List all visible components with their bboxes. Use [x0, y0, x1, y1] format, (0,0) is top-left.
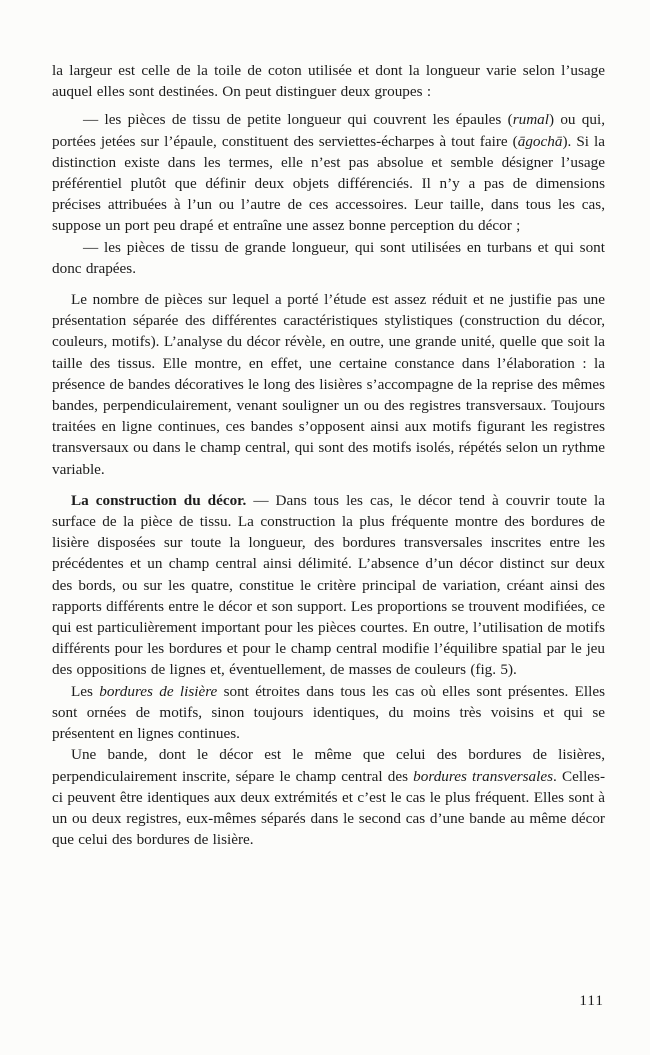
italic-text-run: bordures transversales [413, 767, 554, 785]
page-body [52, 60, 605, 850]
regular-text-run: Les [71, 682, 100, 700]
regular-text-run: sont étroites dans tous les cas où elles sont présentes. Elles sont ornées de motifs, sinon toujours identiques, du moins très voisins et qui se présentent en lignes continues. [52, 682, 605, 743]
paragraph [52, 237, 605, 279]
regular-text-run: ) ou qui, portées jetées sur l’épaule, constituent des serviettes-écharpes à tout faire ( [52, 111, 606, 150]
paragraph [52, 60, 605, 102]
page-number: 111 [579, 992, 604, 1009]
paragraph [52, 289, 605, 480]
regular-text-run: — les pièces de tissu de petite longueur qui couvrent les épaules ( [83, 111, 513, 129]
paragraph [52, 681, 605, 745]
regular-text-run: — Dans tous les cas, le décor tend à couvrir toute la surface de la pièce de tissu. La construction la plus fréquente montre des bordures de lisière disposées sur toute la longueur, des bordures transversales inscrites entre les précédentes et un champ central ainsi délimité. L’absence d’un décor distinct sur deux des bords, ou sur les quatre, constitue le critère principal de variation, créant ainsi des rapports différents entre le décor et son support. Les proportions se trouvent modifiées, ce qui est particulièrement important pour les pièces courtes. En outre, l’utilisation de motifs différents pour les bordures et pour le champ central modifie l’équilibre spatial par le jeu des oppositions de lignes et, éventuellement, de masses de couleurs (fig. 5). [52, 491, 605, 679]
italic-text-run: bordures de lisière [99, 682, 218, 700]
regular-text-run: Le nombre de pièces sur lequel a porté l’étude est assez réduit et ne justifie pas une présentation séparée des différentes caractéristiques stylistiques (construction du décor, couleurs, motifs). L’analyse du décor révèle, en outre, une grande unité, quelle que soit la taille des tissus. Elle montre, en effet, une certaine constance dans l’élaboration : la présence de bandes décoratives le long des lisières s’accompagne de la reprise des mêmes bandes, perpendiculairement, venant souligner un ou des registres transversaux. Toujours traitées en ligne continues, ces bandes s’opposent ainsi aux motifs figurant les registres transversaux ou dans le champ central, qui sont des motifs isolés, répétés selon un rythme variable. [52, 291, 605, 478]
regular-text-run: la largeur est celle de la toile de coton utilisée et dont la longueur varie selon l’usage auquel elles sont destinées. On peut distinguer deux groupes : [52, 62, 605, 101]
bold-text-run: La construction du décor. [71, 491, 247, 509]
regular-text-run: . Celles-ci peuvent être identiques aux deux extrémités et c’est le cas le plus fréquent. Elles sont à un ou deux registres, eux-mêmes séparés dans le second cas d’une bande au même décor que celui des bordures de lisière. [52, 767, 605, 849]
regular-text-run: — les pièces de tissu de grande longueur, qui sont utilisées en turbans et qui sont donc drapées. [52, 238, 605, 277]
italic-text-run: rumal [512, 111, 549, 129]
paragraph [52, 744, 605, 850]
italic-text-run: āgochā [517, 132, 563, 150]
regular-text-run: Une bande, dont le décor est le même que celui des bordures de lisières, perpendiculairement inscrite, sépare le champ central des [52, 746, 605, 785]
paragraph [52, 109, 605, 236]
paragraph [52, 490, 605, 681]
regular-text-run: ). Si la distinction existe dans les termes, elle n’est pas absolue et semble désigner l’usage préférentiel plutôt que définir deux objets différenciés. Il n’y a pas de dimensions précises attribuées à l’un ou l’autre de ces accessoires. Leur taille, dans tous les cas, suppose un port peu drapé et entraîne une assez bonne perception du décor ; [52, 132, 606, 235]
